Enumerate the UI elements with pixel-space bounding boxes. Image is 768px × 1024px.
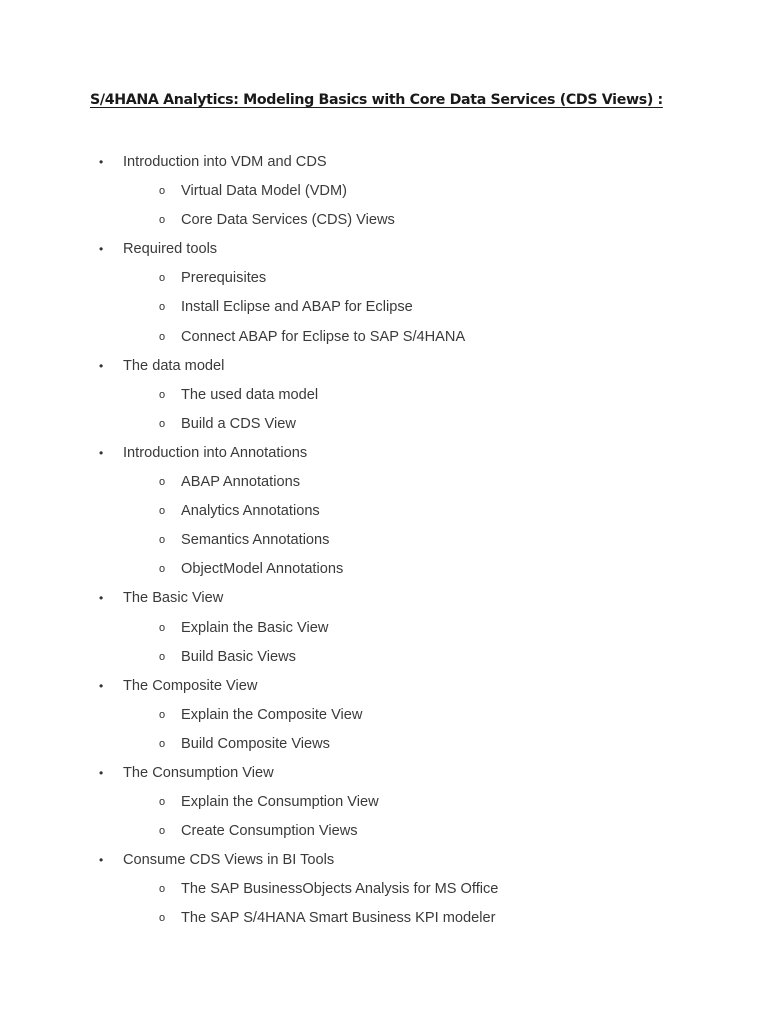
sub-bullet-icon: o — [159, 330, 166, 343]
bullet-icon: • — [99, 853, 104, 868]
bullet-icon: • — [99, 358, 104, 373]
outline-subitem — [0, 526, 768, 555]
subitem-label: Virtual Data Model (VDM) — [181, 183, 347, 200]
subitem-label: Analytics Annotations — [181, 503, 320, 520]
outline-section — [0, 352, 768, 381]
outline-subitem — [0, 323, 768, 352]
sub-bullet-icon: o — [159, 388, 166, 401]
sub-bullet-icon: o — [159, 883, 166, 896]
sub-bullet-icon: o — [159, 534, 166, 547]
outline-subitem — [0, 614, 768, 643]
outline-section — [0, 439, 768, 468]
outline-section — [0, 846, 768, 875]
section-label: Consume CDS Views in BI Tools — [123, 852, 335, 869]
subitem-label: Semantics Annotations — [181, 532, 330, 549]
outline-section — [0, 235, 768, 264]
outline-section — [0, 148, 768, 177]
subitem-label: The SAP BusinessObjects Analysis for MS Office — [181, 881, 499, 898]
outline-subitem — [0, 497, 768, 526]
outline-subitem — [0, 730, 768, 759]
sub-bullet-icon: o — [159, 708, 166, 721]
outline-subitem — [0, 468, 768, 497]
subitem-label: Create Consumption Views — [181, 823, 358, 840]
subitem-label: Explain the Composite View — [181, 706, 363, 723]
outline-subitem — [0, 206, 768, 235]
outline-subitem — [0, 875, 768, 904]
sub-bullet-icon: o — [159, 214, 166, 227]
sub-bullet-icon: o — [159, 737, 166, 750]
bullet-icon: • — [99, 591, 104, 606]
sub-bullet-icon: o — [159, 185, 166, 198]
sub-bullet-icon: o — [159, 912, 166, 925]
outline-subitem — [0, 264, 768, 293]
sub-bullet-icon: o — [159, 476, 166, 489]
subitem-label: The SAP S/4HANA Smart Business KPI modeler — [181, 910, 496, 927]
section-label: The Consumption View — [123, 764, 274, 781]
subitem-label: Build Basic Views — [181, 648, 296, 665]
section-label: The data model — [123, 357, 225, 374]
section-label: The Basic View — [123, 590, 224, 607]
section-label: The Composite View — [123, 677, 258, 694]
subitem-label: ABAP Annotations — [181, 474, 301, 491]
subitem-label: Connect ABAP for Eclipse to SAP S/4HANA — [181, 328, 466, 345]
section-label: Required tools — [123, 241, 218, 258]
outline-subitem — [0, 177, 768, 206]
outline-section — [0, 759, 768, 788]
sub-bullet-icon: o — [159, 301, 166, 314]
section-label: Introduction into Annotations — [123, 444, 308, 461]
bullet-icon: • — [99, 678, 104, 693]
sub-bullet-icon: o — [159, 505, 166, 518]
outline-subitem — [0, 410, 768, 439]
subitem-label: Explain the Basic View — [181, 619, 329, 636]
outline-subitem — [0, 643, 768, 672]
outline-section — [0, 672, 768, 701]
sub-bullet-icon: o — [159, 563, 166, 576]
sub-bullet-icon: o — [159, 417, 166, 430]
subitem-label: Install Eclipse and ABAP for Eclipse — [181, 299, 413, 316]
outline-subitem — [0, 904, 768, 933]
bullet-icon: • — [99, 242, 104, 257]
outline-section — [0, 584, 768, 613]
outline-subitem — [0, 381, 768, 410]
sub-bullet-icon: o — [159, 825, 166, 838]
subitem-label: Core Data Services (CDS) Views — [181, 212, 395, 229]
bullet-icon: • — [99, 765, 104, 780]
sub-bullet-icon: o — [159, 650, 166, 663]
document-title: S/4HANA Analytics: Modeling Basics with Core Data Services (CDS Views) : — [90, 92, 663, 108]
section-label: Introduction into VDM and CDS — [123, 154, 327, 170]
outline-subitem — [0, 817, 768, 846]
sub-bullet-icon: o — [159, 272, 166, 285]
subitem-label: Prerequisites — [181, 270, 267, 287]
subitem-label: The used data model — [181, 386, 319, 403]
outline-subitem — [0, 701, 768, 730]
subitem-label: Explain the Consumption View — [181, 794, 379, 811]
outline-subitem — [0, 555, 768, 584]
subitem-label: ObjectModel Annotations — [181, 561, 344, 578]
outline-subitem — [0, 788, 768, 817]
bullet-icon: • — [99, 155, 104, 169]
outline-subitem — [0, 293, 768, 322]
subitem-label: Build Composite Views — [181, 735, 330, 752]
subitem-label: Build a CDS View — [181, 415, 296, 432]
sub-bullet-icon: o — [159, 621, 166, 634]
sub-bullet-icon: o — [159, 796, 166, 809]
bullet-icon: • — [99, 445, 104, 460]
course-outline — [0, 148, 768, 934]
